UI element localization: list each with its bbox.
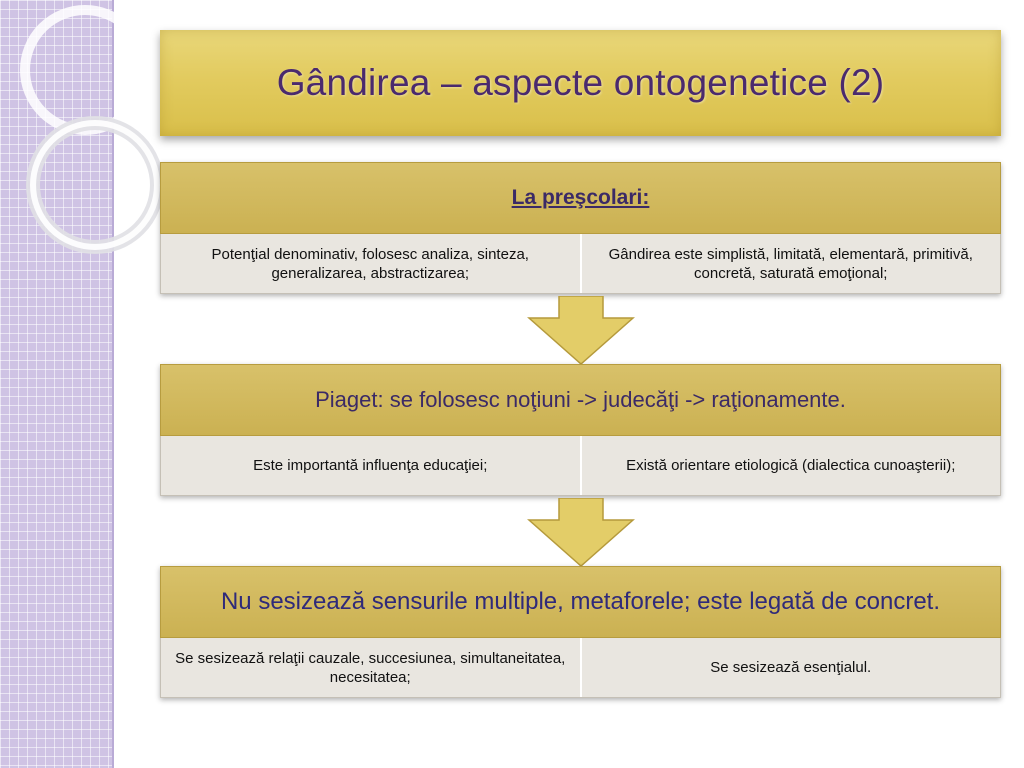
block-header — [160, 364, 1001, 436]
page-title: Gândirea – aspecte ontogenetice (2) — [276, 62, 885, 103]
block-row — [160, 638, 1001, 698]
block-concret — [160, 566, 1001, 698]
block-cell-left: Este importantă influenţa educaţiei; — [253, 457, 488, 474]
block-cell-left: Potenţial denominativ, folosesc analiza, sinteza, generalizarea, abstractizarea; — [211, 245, 529, 282]
block-row — [160, 436, 1001, 496]
down-arrow-icon — [527, 498, 635, 568]
down-arrow-icon — [527, 296, 635, 366]
block-row — [160, 234, 1001, 294]
title-banner — [160, 30, 1001, 136]
block-header-text: Nu sesizează sensurile multiple, metaforele; este legată de concret. — [220, 588, 941, 615]
circle-ornament-icon — [0, 0, 160, 280]
block-cell-left: Se sesizează relaţii cauzale, succesiunea, simultaneitatea, necesitatea; — [175, 649, 566, 686]
block-prescolari — [160, 162, 1001, 294]
block-cell-right: Se sesizează esenţialul. — [580, 638, 1001, 697]
block-cell-right: Există orientare etiologică (dialectica cunoaşterii); — [580, 436, 1001, 495]
block-piaget — [160, 364, 1001, 496]
block-cell-right: Gândirea este simplistă, limitată, elementară, primitivă, concretă, saturată emoţional; — [580, 234, 1001, 293]
block-header-text: La preşcolari: — [511, 186, 650, 209]
block-header — [160, 566, 1001, 638]
block-header-text: Piaget: se folosesc noţiuni -> judecăţi -> raţionamente. — [315, 387, 846, 412]
block-header — [160, 162, 1001, 234]
